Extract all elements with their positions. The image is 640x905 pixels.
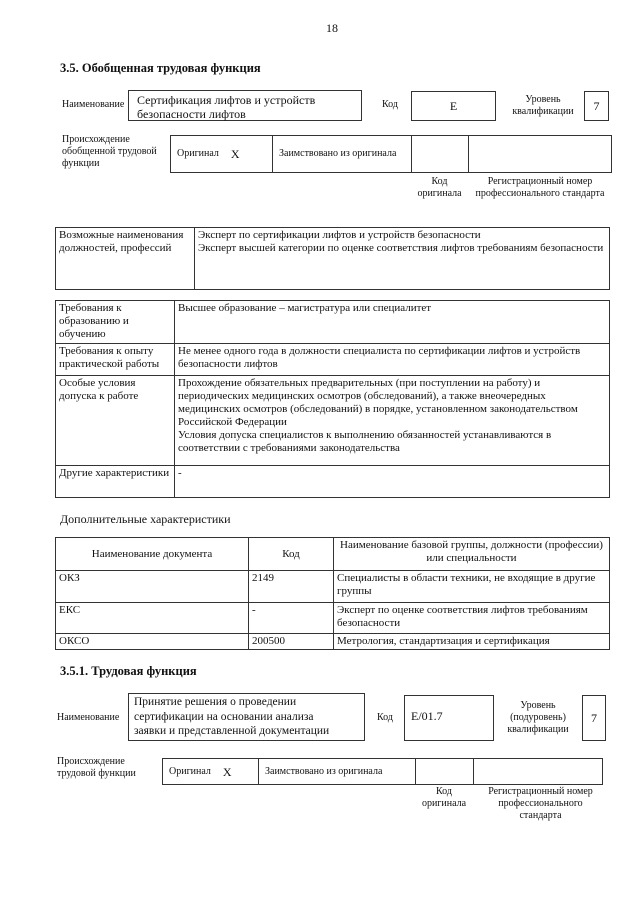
caption-reg: Регистрационный номер профессионального стандарта	[475, 176, 605, 199]
req-value: Высшее образование – магистратура или специалитет	[175, 301, 610, 344]
tf-name-label: Наименование	[57, 712, 120, 723]
req-value: -	[175, 466, 610, 498]
level-box: 7	[584, 91, 609, 121]
position-item: Эксперт по сертификации лифтов и устройств безопасности	[198, 229, 481, 241]
original-cell	[171, 136, 273, 172]
tf-code-box: E/01.7	[404, 695, 494, 741]
name-line: Сертификация лифтов и устройств	[137, 93, 316, 107]
req-label: Требования к образованию и обучению	[56, 301, 175, 344]
level-label-line: Уровень	[525, 94, 561, 105]
level-label-line: квалификации	[512, 106, 574, 117]
positions-table	[55, 227, 610, 290]
group-cell: Эксперт по оценке соответствия лифтов требованиям безопасности	[334, 603, 610, 634]
positions-label: Возможные наименования должностей, профессий	[56, 228, 195, 290]
req-value	[175, 376, 610, 466]
tf-caption-code: Код оригинала	[421, 786, 467, 809]
name-line: сертификации на основании анализа	[134, 710, 314, 723]
original-label: Оригинал	[177, 148, 219, 159]
positions-value	[195, 228, 610, 290]
table-row	[56, 571, 610, 603]
group-cell: Метрология, стандартизация и сертификация	[334, 634, 610, 650]
header-cell: Наименование базовой группы, должности (профессии) или специальности	[334, 538, 610, 571]
code-cell: -	[249, 603, 334, 634]
tf-origin-box	[162, 758, 603, 785]
tf-code-label: Код	[377, 712, 393, 723]
borrowed-cell: Заимствовано из оригинала	[259, 759, 416, 784]
req-label: Другие характеристики	[56, 466, 175, 498]
group-cell: Специалисты в области техники, не входящие в другие группы	[334, 571, 610, 603]
tf-caption-reg: Регистрационный номер профессионального стандарта	[488, 786, 593, 821]
original-code-cell	[416, 759, 474, 784]
position-item: Эксперт высшей категории по оценке соответствия лифтов требованиям безопасности	[198, 242, 604, 254]
additional-table	[55, 537, 610, 650]
code-cell: 200500	[249, 634, 334, 650]
name-line: Принятие решения о проведении	[134, 696, 297, 708]
req-text: Условия допуска специалистов к выполнению обязанностей устанавливаются в соответствии с требованиями законодательства	[178, 429, 552, 454]
additional-heading: Дополнительные характеристики	[60, 512, 231, 526]
origin-box	[170, 135, 612, 173]
original-code-cell	[412, 136, 469, 172]
section-heading: 3.5. Обобщенная трудовая функция	[60, 61, 261, 75]
tf-heading: 3.5.1. Трудовая функция	[60, 664, 197, 678]
caption-code: Код оригинала	[417, 176, 462, 199]
level-label	[505, 94, 581, 118]
code-box: E	[411, 91, 496, 121]
req-value: Не менее одного года в должности специалиста по сертификации лифтов и устройств безопасности лифтов	[175, 344, 610, 376]
level-label-line: Уровень	[520, 700, 556, 711]
original-mark: X	[222, 764, 232, 779]
original-cell	[163, 759, 259, 784]
page-number: 18	[326, 21, 338, 35]
doc-cell: ОКЗ	[56, 571, 249, 603]
doc-cell: ОКСО	[56, 634, 249, 650]
tf-level-label	[500, 700, 576, 736]
header-cell: Код	[249, 538, 334, 571]
doc-cell: ЕКС	[56, 603, 249, 634]
table-row	[56, 634, 610, 650]
name-line: заявки и представленной документации	[134, 725, 330, 737]
tf-origin-label: Происхождение трудовой функции	[57, 756, 136, 779]
original-label: Оригинал	[169, 765, 211, 777]
code-cell: 2149	[249, 571, 334, 603]
code-label: Код	[382, 99, 398, 110]
req-label: Особые условия допуска к работе	[56, 376, 175, 466]
level-label-line: (подуровень)	[510, 712, 566, 723]
table-row	[56, 603, 610, 634]
name-line: безопасности лифтов	[137, 107, 246, 121]
level-label-line: квалификации	[507, 724, 569, 735]
borrowed-cell: Заимствовано из оригинала	[273, 136, 412, 172]
name-label: Наименование	[62, 99, 125, 110]
requirements-table	[55, 300, 610, 498]
header-cell: Наименование документа	[56, 538, 249, 571]
name-box	[128, 90, 362, 121]
tf-level-box: 7	[582, 695, 606, 741]
req-text: Прохождение обязательных предварительных (при поступлении на работу) и периодических медицинских осмотров (обследований), а также внеочередных медицинских осмотров (обследований) в порядке, установленном законодательством Российской Федерации	[178, 377, 578, 428]
tf-name-box	[128, 693, 365, 741]
req-label: Требования к опыту практической работы	[56, 344, 175, 376]
origin-label: Происхождение обобщенной трудовой функции	[62, 134, 157, 169]
original-mark: X	[230, 147, 240, 161]
